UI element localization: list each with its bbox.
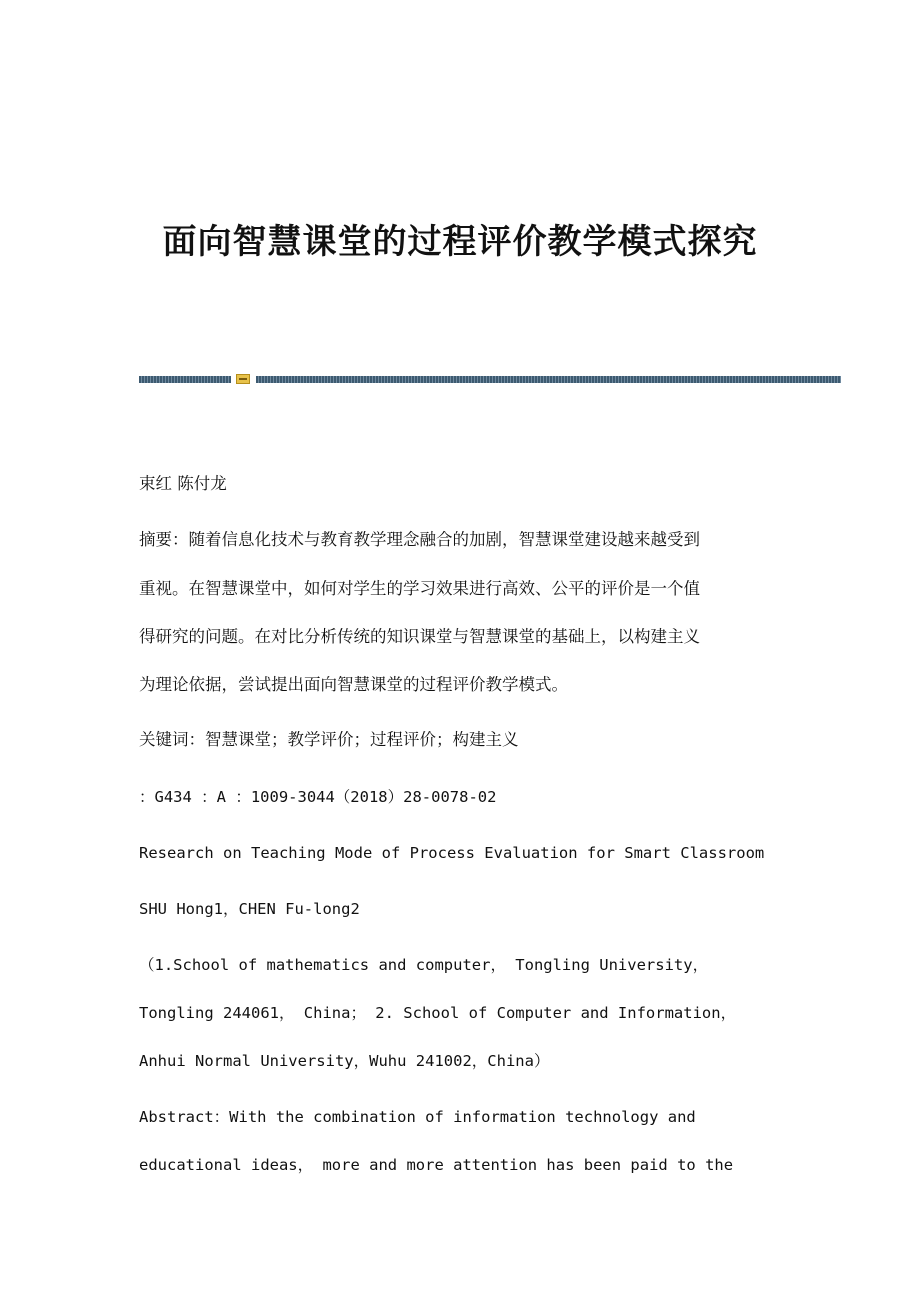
- title-divider: [139, 374, 841, 384]
- abstract-cn-line: 摘要：随着信息化技术与教育教学理念融合的加剧，智慧课堂建设越来越受到: [139, 530, 700, 549]
- authors: 束红 陈付龙: [139, 474, 227, 493]
- abstract-cn-line: 重视。在智慧课堂中，如何对学生的学习效果进行高效、公平的评价是一个值: [139, 579, 700, 598]
- paper-title: 面向智慧课堂的过程评价教学模式探究: [162, 222, 758, 262]
- divider-left-bar: [139, 376, 231, 383]
- affiliation-line: Anhui Normal University，Wuhu 241002，China）: [139, 1052, 550, 1070]
- classification-info: ：G434 ：A ：1009-3044（2018）28-0078-02: [139, 788, 497, 806]
- abstract-en-line: educational ideas， more and more attention has been paid to the: [139, 1156, 734, 1174]
- title-en: Research on Teaching Mode of Process Evaluation for Smart Classroom: [139, 844, 765, 862]
- affiliation-line: Tongling 244061， China； 2. School of Computer and Information，: [139, 1004, 737, 1022]
- keywords: 关键词：智慧课堂；教学评价；过程评价；构建主义: [139, 730, 519, 749]
- divider-right-bar: [256, 376, 841, 383]
- abstract-en-line: Abstract：With the combination of information technology and: [139, 1108, 696, 1126]
- authors-en: SHU Hong1，CHEN Fu-long2: [139, 900, 360, 918]
- divider-emblem-icon: [236, 374, 250, 384]
- affiliation-line: （1.School of mathematics and computer， Tongling University，: [139, 956, 709, 974]
- abstract-cn-line: 为理论依据，尝试提出面向智慧课堂的过程评价教学模式。: [139, 675, 568, 694]
- abstract-cn-line: 得研究的问题。在对比分析传统的知识课堂与智慧课堂的基础上，以构建主义: [139, 627, 700, 646]
